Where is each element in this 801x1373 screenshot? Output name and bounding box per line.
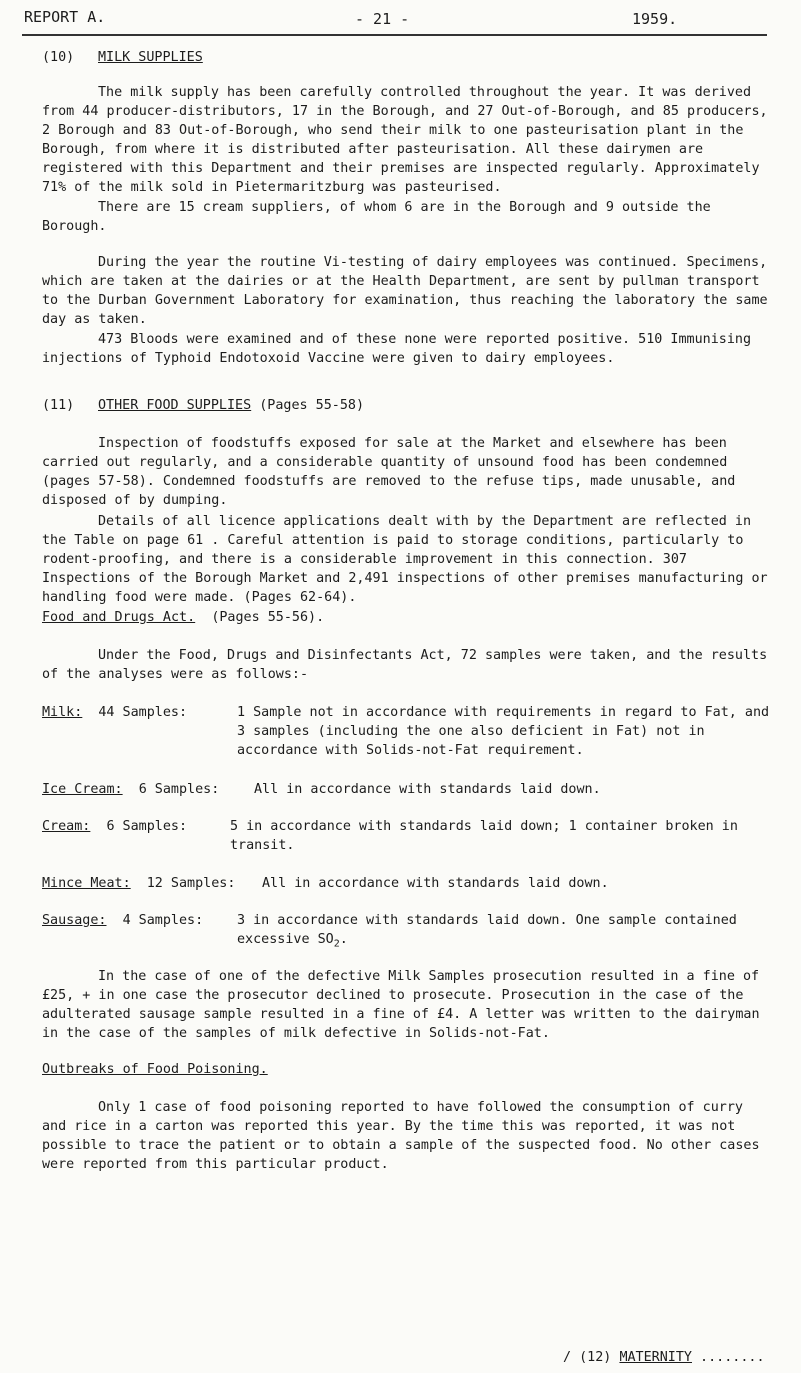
outbreaks-paragraph: Only 1 case of food poisoning reported to have followed the consumption of curry and rice in a carton was reported this year. By the time this was reported, it was not possible to trace the patient or to obtain a sample of the suspected food. No other cases were reported from this particular product.: [42, 1100, 760, 1172]
milk-paragraph-4: 473 Bloods were examined and of these none were reported positive. 510 Immunising injections of Typhoid Endotoxoid Vaccine were given to dairy employees.: [42, 332, 752, 366]
act-title: Food and Drugs Act.: [42, 610, 196, 625]
header-rule: [22, 34, 767, 36]
sample-label: Sausage:: [42, 913, 107, 928]
sample-row-milk: [42, 703, 782, 758]
sample-label: Cream:: [42, 819, 91, 834]
food-paragraph-1: Inspection of foodstuffs exposed for sale at the Market and elsewhere has been carried out regularly, and a considerable quantity of unsound food has been condemned (pages 57-58). Condemned foodstuffs are removed to the refuse tips, made unusable, and disposed of by dumping.: [42, 436, 736, 508]
sample-label: Mince Meat:: [42, 876, 131, 891]
section-pages: (Pages 55-58): [259, 398, 365, 413]
outbreaks-heading: [42, 1062, 268, 1077]
milk-paragraph-3: During the year the routine Vi-testing of dairy employees was continued. Specimens, which are taken at the dairies or at the Health Department, are sent by pullman transport to the Durban Government Laboratory for examination, thus reaching the laboratory the same day as taken.: [42, 255, 768, 327]
act-paragraph: Under the Food, Drugs and Disinfectants Act, 72 samples were taken, and the results of the analyses were as follows:-: [42, 648, 768, 682]
section-number: (11): [42, 398, 75, 413]
report-label: REPORT A.: [24, 8, 106, 26]
food-heading: [42, 398, 364, 413]
sample-row-mince-meat: [42, 874, 782, 893]
sample-count: 6 Samples:: [106, 819, 188, 834]
sample-label: Ice Cream:: [42, 782, 123, 797]
sample-row-cream: [42, 817, 782, 853]
sample-count: 12 Samples:: [146, 876, 236, 891]
sample-result: 1 Sample not in accordance with requirements in regard to Fat, and 3 samples (including the one also deficient in Fat) not in accordance with Solids-not-Fat requirement.: [237, 705, 770, 758]
section-title: MILK SUPPLIES: [98, 50, 203, 65]
prosecution-paragraph: In the case of one of the defective Milk Samples prosecution resulted in a fine of £25, + in one case the prosecutor declined to prosecute. Prosecution in the case of the adulterated sausage sample resulted in a fine of £4. A letter was written to the dairyman in the case of the samples of milk defective in Solids-not-Fat.: [42, 969, 760, 1041]
next-section-title: MATERNITY: [619, 1350, 692, 1365]
page-number: - 21 -: [355, 10, 410, 28]
section-title: OTHER FOOD SUPPLIES: [98, 398, 252, 413]
food-paragraph-2: Details of all licence applications dealt with by the Department are reflected in the Table on page 61 . Careful attention is paid to storage conditions, particularly to rodent-proofing, and there is a considerable improvement in this connection. 307 Inspections of the Borough Market and 2,491 inspections of other premises manufacturing or handling food were made. (Pages 62-64).: [42, 514, 768, 605]
milk-paragraph-2: There are 15 cream suppliers, of whom 6 are in the Borough and 9 outside the Borough.: [42, 200, 711, 234]
sample-count: 6 Samples:: [138, 782, 220, 797]
sample-result: 5 in accordance with standards laid down; 1 container broken in transit.: [230, 819, 738, 853]
milk-heading: [42, 50, 203, 65]
report-year: 1959.: [632, 10, 678, 28]
sample-result: All in accordance with standards laid down.: [262, 876, 609, 891]
next-section-catchword: / (12) MATERNITY ........: [563, 1350, 765, 1365]
sample-row-sausage: [42, 911, 782, 950]
sample-label: Milk:: [42, 705, 83, 720]
sample-row-ice-cream: [42, 780, 782, 799]
milk-paragraph-1: The milk supply has been carefully controlled throughout the year. It was derived from 44 producer-distributors, 17 in the Borough, and 27 Out-of-Borough, and 85 producers, 2 Borough and 83 Out-of-Borough, who send their milk to one pasteurisation plant in the Borough, from where it is distributed after pasteurisation. All these dairymen are registered with this Department and their premises are inspected regularly. Approximately 71% of the milk sold in Pietermaritzburg was pasteurised.: [42, 85, 768, 195]
act-heading: [42, 610, 324, 625]
sample-result: All in accordance with standards laid down.: [254, 782, 601, 797]
outbreaks-title: Outbreaks of Food Poisoning.: [42, 1062, 268, 1077]
act-pages: (Pages 55-56).: [211, 610, 325, 625]
sample-result: 3 in accordance with standards laid down. One sample contained excessive $SO_2$.: [237, 913, 737, 950]
sample-count: 44 Samples:: [98, 705, 188, 720]
section-number: (10): [42, 50, 75, 65]
sample-count: 4 Samples:: [122, 913, 204, 928]
